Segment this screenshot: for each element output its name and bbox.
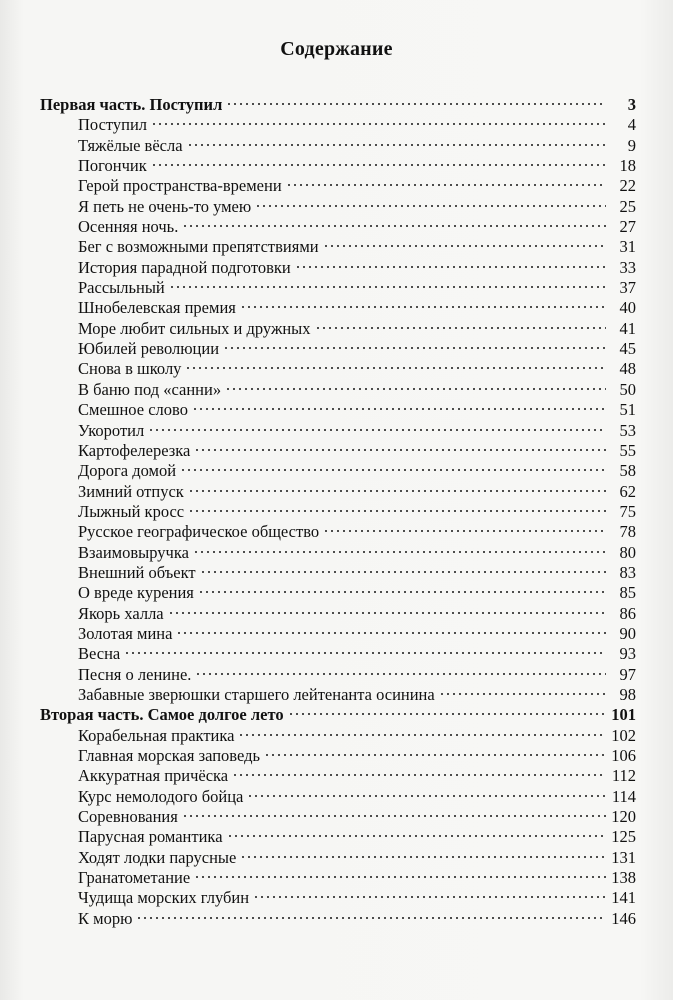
- toc-page-number: 22: [619, 176, 636, 196]
- dot-leader: [255, 199, 606, 209]
- toc-entry-title: Внешний объект: [78, 562, 196, 582]
- toc-chapter-entry: [40, 421, 636, 441]
- dot-leader: [226, 97, 606, 107]
- toc-page-number: 48: [619, 359, 636, 379]
- toc-entry-title: Зимний отпуск: [78, 481, 184, 501]
- toc-chapter-entry: [40, 176, 636, 196]
- dot-leader: [136, 911, 606, 921]
- toc-entry-title: Погончик: [78, 156, 147, 176]
- toc-chapter-entry: [40, 909, 636, 929]
- toc-chapter-entry: [40, 339, 636, 359]
- toc-chapter-entry: [40, 380, 636, 400]
- dot-leader: [151, 158, 606, 168]
- dot-leader: [323, 239, 606, 249]
- table-of-contents: [40, 95, 636, 929]
- toc-page-number: 62: [619, 481, 636, 501]
- dot-leader: [188, 484, 606, 494]
- toc-chapter-entry: [40, 136, 636, 156]
- dot-leader: [439, 687, 606, 697]
- toc-page-number: 53: [619, 420, 636, 440]
- toc-entry-title: Шнобелевская премия: [78, 298, 236, 318]
- dot-leader: [180, 463, 606, 473]
- toc-page-number: 40: [619, 298, 636, 318]
- toc-page-number: 114: [611, 786, 636, 806]
- toc-entry-title: Песня о ленине.: [78, 664, 192, 684]
- toc-page-number: 146: [611, 908, 636, 928]
- toc-entry-title: Тяжёлые вёсла: [78, 135, 183, 155]
- toc-entry-title: Корабельная практика: [78, 725, 235, 745]
- toc-chapter-entry: [40, 807, 636, 827]
- toc-entry-title: Осенняя ночь.: [78, 217, 179, 237]
- toc-page-number: 86: [619, 603, 636, 623]
- toc-entry-title: Море любит сильных и дружных: [78, 318, 311, 338]
- dot-leader: [253, 890, 606, 900]
- toc-chapter-entry: [40, 502, 636, 522]
- dot-leader: [192, 402, 606, 412]
- toc-chapter-entry: [40, 115, 636, 135]
- dot-leader: [323, 524, 606, 534]
- toc-page-number: 112: [611, 766, 636, 786]
- toc-page-number: 55: [619, 440, 636, 460]
- toc-chapter-entry: [40, 848, 636, 868]
- toc-chapter-entry: [40, 726, 636, 746]
- toc-entry-title: Вторая часть. Самое долгое лето: [40, 705, 284, 725]
- toc-entry-title: Первая часть. Поступил: [40, 95, 223, 114]
- toc-page-number: 45: [619, 339, 636, 359]
- dot-leader: [238, 728, 606, 738]
- toc-chapter-entry: [40, 766, 636, 786]
- toc-entry-title: Аккуратная причёска: [78, 766, 229, 786]
- toc-page-number: 51: [619, 400, 636, 420]
- dot-leader: [182, 809, 606, 819]
- toc-entry-title: Смешное слово: [78, 400, 188, 420]
- toc-page-number: 9: [627, 135, 636, 155]
- dot-leader: [176, 626, 606, 636]
- dot-leader: [223, 341, 606, 351]
- toc-page-number: 106: [611, 746, 636, 765]
- dot-leader: [225, 382, 606, 392]
- toc-page-number: 3: [627, 95, 636, 114]
- toc-page-number: 90: [619, 623, 636, 643]
- toc-page-number: 37: [619, 278, 636, 298]
- toc-entry-title: О вреде курения: [78, 583, 194, 603]
- toc-chapter-entry: [40, 298, 636, 318]
- toc-page-number: 41: [619, 318, 636, 338]
- toc-entry-title: Якорь халла: [78, 603, 164, 623]
- toc-entry-title: Я петь не очень-то умею: [78, 196, 252, 216]
- dot-leader: [195, 667, 606, 677]
- toc-chapter-entry: [40, 258, 636, 278]
- dot-leader: [151, 117, 606, 127]
- toc-entry-title: Взаимовыручка: [78, 542, 189, 562]
- toc-entry-title: Картофелерезка: [78, 440, 191, 460]
- toc-part-entry: [40, 705, 636, 725]
- dot-leader: [286, 178, 606, 188]
- toc-entry-title: Золотая мина: [78, 623, 173, 643]
- toc-chapter-entry: [40, 604, 636, 624]
- dot-leader: [200, 565, 606, 575]
- toc-chapter-entry: [40, 359, 636, 379]
- toc-entry-title: Главная морская заповедь: [78, 746, 261, 765]
- toc-chapter-entry: [40, 624, 636, 644]
- toc-chapter-entry: [40, 197, 636, 217]
- toc-chapter-entry: [40, 278, 636, 298]
- toc-chapter-entry: [40, 868, 636, 888]
- dot-leader: [168, 606, 606, 616]
- toc-entry-title: Герой пространства-времени: [78, 176, 282, 196]
- toc-chapter-entry: [40, 482, 636, 502]
- toc-part-entry: [40, 95, 636, 115]
- toc-entry-title: Русское географическое общество: [78, 522, 320, 542]
- dot-leader: [194, 870, 606, 880]
- toc-entry-title: Парусная романтика: [78, 827, 223, 847]
- dot-leader: [288, 707, 606, 717]
- toc-entry-title: Рассыльный: [78, 278, 165, 298]
- toc-page-number: 31: [619, 237, 636, 257]
- toc-page-number: 120: [611, 807, 636, 827]
- toc-page-number: 131: [611, 847, 636, 867]
- toc-entry-title: К морю: [78, 908, 133, 928]
- toc-entry-title: Забавные зверюшки старшего лейтенанта осинина: [78, 684, 435, 704]
- toc-chapter-entry: [40, 461, 636, 481]
- toc-page-number: 97: [619, 664, 636, 684]
- toc-page-number: 25: [619, 196, 636, 216]
- toc-page-number: 83: [619, 562, 636, 582]
- dot-leader: [194, 443, 606, 453]
- toc-entry-title: Бег с возможными препятствиями: [78, 237, 319, 257]
- toc-chapter-entry: [40, 522, 636, 542]
- toc-chapter-entry: [40, 787, 636, 807]
- toc-page-number: 4: [627, 115, 636, 135]
- toc-page-number: 75: [619, 501, 636, 521]
- toc-entry-title: Гранатометание: [78, 868, 191, 888]
- dot-leader: [264, 748, 606, 758]
- toc-entry-title: Лыжный кросс: [78, 501, 185, 521]
- toc-chapter-entry: [40, 441, 636, 461]
- toc-chapter-entry: [40, 827, 636, 847]
- toc-entry-title: В баню под «санни»: [78, 379, 222, 399]
- dot-leader: [240, 300, 606, 310]
- dot-leader: [124, 646, 606, 656]
- toc-chapter-entry: [40, 665, 636, 685]
- toc-page-number: 98: [619, 684, 636, 704]
- toc-chapter-entry: [40, 319, 636, 339]
- toc-chapter-entry: [40, 156, 636, 176]
- toc-entry-title: История парадной подготовки: [78, 257, 291, 277]
- dot-leader: [295, 260, 606, 270]
- toc-entry-title: Чудища морских глубин: [78, 888, 250, 908]
- dot-leader: [185, 361, 606, 371]
- toc-chapter-entry: [40, 237, 636, 257]
- toc-page-number: 102: [611, 725, 636, 745]
- toc-entry-title: Укоротил: [78, 420, 145, 440]
- toc-chapter-entry: [40, 400, 636, 420]
- page-title: Содержание: [280, 38, 393, 60]
- toc-entry-title: Дорога домой: [78, 461, 177, 481]
- toc-page-number: 80: [619, 542, 636, 562]
- toc-entry-title: Снова в школу: [78, 359, 182, 379]
- toc-page-number: 125: [611, 827, 636, 847]
- toc-chapter-entry: [40, 583, 636, 603]
- toc-page-number: 78: [619, 522, 636, 542]
- toc-page-number: 33: [619, 257, 636, 277]
- toc-entry-title: Ходят лодки парусные: [78, 847, 237, 867]
- toc-page-number: 85: [619, 583, 636, 603]
- toc-chapter-entry: [40, 563, 636, 583]
- toc-page-number: 138: [611, 868, 636, 888]
- dot-leader: [193, 545, 606, 555]
- dot-leader: [198, 585, 606, 595]
- toc-page-number: 101: [611, 705, 636, 725]
- toc-entry-title: Юбилей революции: [78, 339, 220, 359]
- dot-leader: [232, 768, 606, 778]
- dot-leader: [227, 829, 606, 839]
- dot-leader: [315, 321, 606, 331]
- toc-chapter-entry: [40, 644, 636, 664]
- toc-chapter-entry: [40, 746, 636, 766]
- toc-page-number: 50: [619, 379, 636, 399]
- toc-page-number: 93: [619, 644, 636, 664]
- toc-chapter-entry: [40, 888, 636, 908]
- dot-leader: [169, 280, 606, 290]
- dot-leader: [182, 219, 606, 229]
- toc-page-number: 141: [611, 888, 636, 908]
- toc-chapter-entry: [40, 217, 636, 237]
- toc-chapter-entry: [40, 685, 636, 705]
- toc-entry-title: Курс немолодого бойца: [78, 786, 244, 806]
- toc-entry-title: Весна: [78, 644, 121, 664]
- toc-entry-title: Соревнования: [78, 807, 178, 827]
- dot-leader: [148, 423, 606, 433]
- toc-page-number: 27: [619, 217, 636, 237]
- toc-page-number: 58: [619, 461, 636, 481]
- toc-page-number: 18: [619, 156, 636, 176]
- dot-leader: [247, 789, 606, 799]
- dot-leader: [187, 138, 606, 148]
- dot-leader: [240, 850, 606, 860]
- toc-entry-title: Поступил: [78, 115, 148, 135]
- dot-leader: [188, 504, 606, 514]
- toc-chapter-entry: [40, 543, 636, 563]
